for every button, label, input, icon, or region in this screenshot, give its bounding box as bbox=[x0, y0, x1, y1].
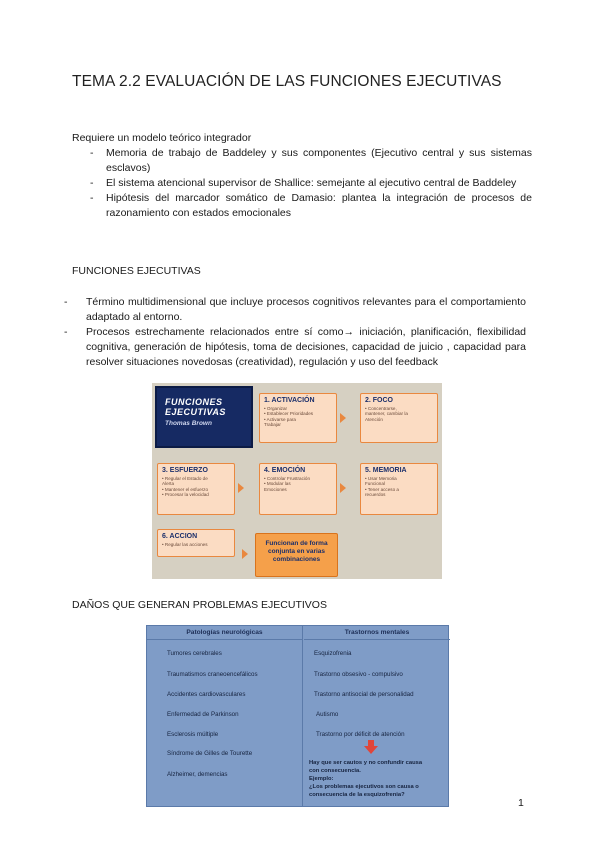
fe-list bbox=[64, 295, 526, 370]
box-heading: 2. FOCO bbox=[365, 397, 394, 404]
box-item: Trabajar bbox=[264, 422, 281, 428]
box-heading: 3. ESFUERZO bbox=[162, 467, 208, 474]
arrow-right-icon bbox=[238, 483, 244, 493]
list-item: Síndrome de Gilles de Tourette bbox=[167, 750, 253, 757]
arrow-down-icon bbox=[364, 740, 378, 754]
list-item: Enfermedad de Parkinson bbox=[167, 711, 239, 718]
fe-heading: FUNCIONES EJECUTIVAS bbox=[72, 265, 201, 277]
col-header: Trastornos mentales bbox=[304, 626, 450, 640]
box-items bbox=[264, 406, 332, 428]
combo-line: Funcionan de forma bbox=[265, 540, 328, 547]
arrow-right-icon bbox=[242, 549, 248, 559]
box-foco bbox=[360, 393, 438, 443]
diagram-title-box bbox=[155, 386, 253, 448]
arrow-right-icon bbox=[340, 483, 346, 493]
list-item: - Memoria de trabajo de Baddeley y sus componentes (Ejecutivo central y sus sistemas esclavos) bbox=[72, 146, 532, 176]
list-item: Esclerosis múltiple bbox=[167, 731, 219, 738]
box-emocion bbox=[259, 463, 337, 515]
box-item: • Modular las bbox=[264, 481, 291, 487]
box-item: mantener, cambiar la bbox=[365, 411, 408, 417]
box-items bbox=[365, 476, 433, 498]
list-item: Trastorno por déficit de atención bbox=[316, 731, 405, 738]
diagram-title: FUNCIONES EJECUTIVAS bbox=[165, 397, 226, 417]
box-item: • Organizar bbox=[264, 406, 288, 411]
list-item: - Procesos estrechamente relacionados entre sí como→ iniciación, planificación, flexibilidad cognitiva, generación de hipótesis, toma de decisiones, capacidad de juicio , capacidad para resolver situaciones novedosas (creatividad), regulación y uso del feedback bbox=[64, 325, 526, 370]
list-item: Autismo bbox=[316, 711, 339, 718]
note-line: con consecuencia. bbox=[309, 768, 361, 774]
damage-table bbox=[146, 625, 449, 807]
box-item: • Procesar la velocidad bbox=[162, 492, 209, 498]
box-item: recuerdos bbox=[365, 492, 386, 498]
box-item: • Controlar Frustración bbox=[264, 476, 311, 481]
box-item: Emociones bbox=[264, 486, 287, 492]
col-neurological bbox=[147, 626, 303, 806]
box-item: • Regular el Estado de bbox=[162, 476, 208, 481]
box-heading: 4. EMOCIÓN bbox=[264, 467, 306, 474]
page-title: TEMA 2.2 EVALUACIÓN DE LAS FUNCIONES EJECUTIVAS bbox=[72, 73, 502, 90]
note-line: consecuencia de la esquizofrenia? bbox=[309, 792, 405, 798]
combo-line: combinaciones bbox=[272, 556, 321, 563]
col-header: Patologías neurológicas bbox=[147, 626, 302, 640]
col-mental bbox=[304, 626, 450, 806]
box-heading: 6. ACCION bbox=[162, 533, 198, 540]
box-items bbox=[162, 476, 230, 498]
list-item: Accidentes cardiovasculares bbox=[167, 691, 246, 698]
box-accion bbox=[157, 529, 235, 557]
list-item: Tumores cerebrales bbox=[167, 650, 222, 657]
box-item: • Establecer Prioridades bbox=[264, 411, 314, 417]
list-item: Trastorno antisocial de personalidad bbox=[314, 691, 414, 698]
combo-box bbox=[255, 533, 338, 577]
box-item: Atención bbox=[365, 416, 383, 422]
box-heading: 1. ACTIVACIÓN bbox=[264, 397, 315, 404]
arrow-right-icon bbox=[340, 413, 346, 423]
note-line: ¿Los problemas ejecutivos son causa o bbox=[309, 784, 419, 790]
intro-lead: Requiere un modelo teórico integrador bbox=[72, 132, 252, 144]
box-items bbox=[365, 406, 433, 422]
intro-list bbox=[72, 146, 532, 221]
box-item: • Activarse para bbox=[264, 416, 296, 422]
intro-section bbox=[72, 131, 532, 221]
box-item: Alerta bbox=[162, 481, 175, 487]
box-item: Funcional bbox=[365, 481, 385, 487]
executive-functions-diagram bbox=[152, 383, 442, 579]
list-item: - Hipótesis del marcador somático de Damasio: plantea la integración de procesos de razonamiento con estados emocionales bbox=[72, 191, 532, 221]
box-memoria bbox=[360, 463, 438, 515]
list-item: Alzheimer, demencias bbox=[167, 771, 228, 778]
box-items bbox=[162, 542, 230, 547]
box-heading: 5. MEMORIA bbox=[365, 467, 407, 474]
box-items bbox=[264, 476, 332, 492]
note-line: Ejemplo: bbox=[309, 776, 334, 782]
note-line: Hay que ser cautos y no confundir causa bbox=[309, 760, 423, 766]
box-item: • Mantener el esfuerzo bbox=[162, 486, 209, 492]
diagram-author: Thomas Brown bbox=[165, 420, 212, 427]
list-item: Esquizofrenia bbox=[314, 650, 352, 657]
box-item: • Usar Memoria bbox=[365, 476, 397, 481]
list-item: - Término multidimensional que incluye procesos cognitivos relevantes para el comportamiento adaptado al entorno. bbox=[64, 295, 526, 325]
list-item: Traumatismos craneoencefálicos bbox=[167, 671, 258, 678]
page-number: 1 bbox=[518, 797, 524, 809]
box-item: • Concentrarse, bbox=[365, 406, 397, 411]
damage-heading: DAÑOS QUE GENERAN PROBLEMAS EJECUTIVOS bbox=[72, 599, 327, 611]
list-item: Trastorno obsesivo - compulsivo bbox=[314, 671, 403, 678]
caution-note bbox=[309, 759, 447, 799]
combo-line: conjunta en varias bbox=[267, 548, 326, 555]
box-esfuerzo bbox=[157, 463, 235, 515]
box-item: • Regular las acciones bbox=[162, 542, 208, 547]
box-item: • Tener acceso a bbox=[365, 486, 399, 492]
list-item: - El sistema atencional supervisor de Shallice: semejante al ejecutivo central de Baddeley bbox=[72, 176, 532, 191]
box-activacion bbox=[259, 393, 337, 443]
